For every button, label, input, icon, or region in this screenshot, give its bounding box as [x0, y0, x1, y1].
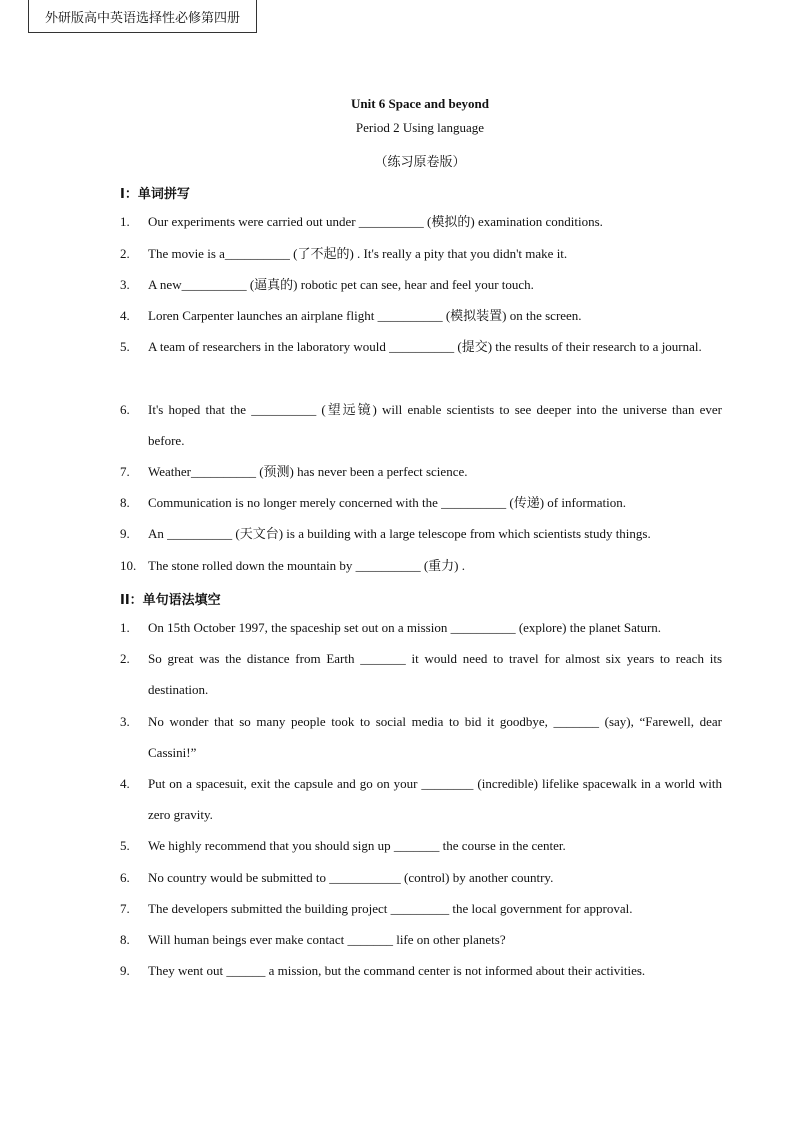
- item-number: 3.: [120, 714, 130, 729]
- item-number: 9.: [120, 963, 130, 978]
- item-number: 7.: [120, 901, 130, 916]
- item-text: On 15th October 1997, the spaceship set out on a mission __________ (explore) the planet Saturn.: [148, 620, 662, 635]
- item-number: 4.: [120, 776, 130, 791]
- item-number: 1.: [120, 620, 130, 635]
- section-heading-grammar: II：单句语法填空: [120, 593, 221, 608]
- item-text: The movie is a__________ (了不起的) . It's really a pity that you didn't make it.: [148, 246, 568, 261]
- item-number: 2.: [120, 651, 130, 666]
- item-text: It's hoped that the __________ (望远镜) will enable scientists to see deeper into the universe than ever before.: [148, 402, 722, 448]
- item-text: Put on a spacesuit, exit the capsule and go on your ________ (incredible) lifelike spacewalk in a world with zero gravity.: [148, 776, 722, 822]
- item-number: 10.: [120, 558, 137, 573]
- item-text: A new__________ (逼真的) robotic pet can see, hear and feel your touch.: [148, 277, 534, 292]
- item-number: 8.: [120, 495, 130, 510]
- period-title: Period 2 Using language: [355, 120, 485, 135]
- item-number: 4.: [120, 308, 130, 323]
- item-number: 6.: [120, 870, 130, 885]
- item-number: 2.: [120, 246, 130, 261]
- item-text: Our experiments were carried out under __________ (模拟的) examination conditions.: [148, 214, 603, 229]
- header-tag: 外研版高中英语选择性必修第四册: [28, 0, 257, 33]
- item-text: They went out ______ a mission, but the command center is not informed about their activities.: [148, 963, 646, 978]
- item-number: 9.: [120, 526, 130, 541]
- item-number: 6.: [120, 402, 130, 417]
- item-text: The developers submitted the building project _________ the local government for approval.: [148, 901, 633, 916]
- item-text: We highly recommend that you should sign up _______ the course in the center.: [148, 838, 566, 853]
- version-label: （练习原卷版）: [374, 155, 466, 170]
- item-text: Communication is no longer merely concerned with the __________ (传递) of information.: [148, 495, 627, 510]
- item-number: 5.: [120, 339, 130, 354]
- item-text: No wonder that so many people took to social media to bid it goodbye, _______ (say), “Farewell, dear Cassini!”: [148, 714, 722, 760]
- item-text: The stone rolled down the mountain by __________ (重力) .: [148, 558, 466, 573]
- item-text: No country would be submitted to ___________ (control) by another country.: [148, 870, 554, 885]
- section-heading-spelling: I：单词拼写: [120, 187, 190, 202]
- item-text: Weather__________ (预测) has never been a perfect science.: [148, 464, 468, 479]
- unit-title: Unit 6 Space and beyond: [351, 96, 489, 111]
- item-number: 1.: [120, 214, 130, 229]
- item-number: 5.: [120, 838, 130, 853]
- item-text: So great was the distance from Earth _______ it would need to travel for almost six years to reach its destination.: [148, 651, 722, 697]
- item-number: 3.: [120, 277, 130, 292]
- item-text: A team of researchers in the laboratory would __________ (提交) the results of their research to a journal.: [148, 339, 702, 354]
- item-number: 8.: [120, 932, 130, 947]
- item-text: Will human beings ever make contact _______ life on other planets?: [148, 932, 506, 947]
- item-number: 7.: [120, 464, 130, 479]
- item-text: Loren Carpenter launches an airplane flight __________ (模拟装置) on the screen.: [148, 308, 582, 323]
- item-text: An __________ (天文台) is a building with a large telescope from which scientists study things.: [148, 526, 651, 541]
